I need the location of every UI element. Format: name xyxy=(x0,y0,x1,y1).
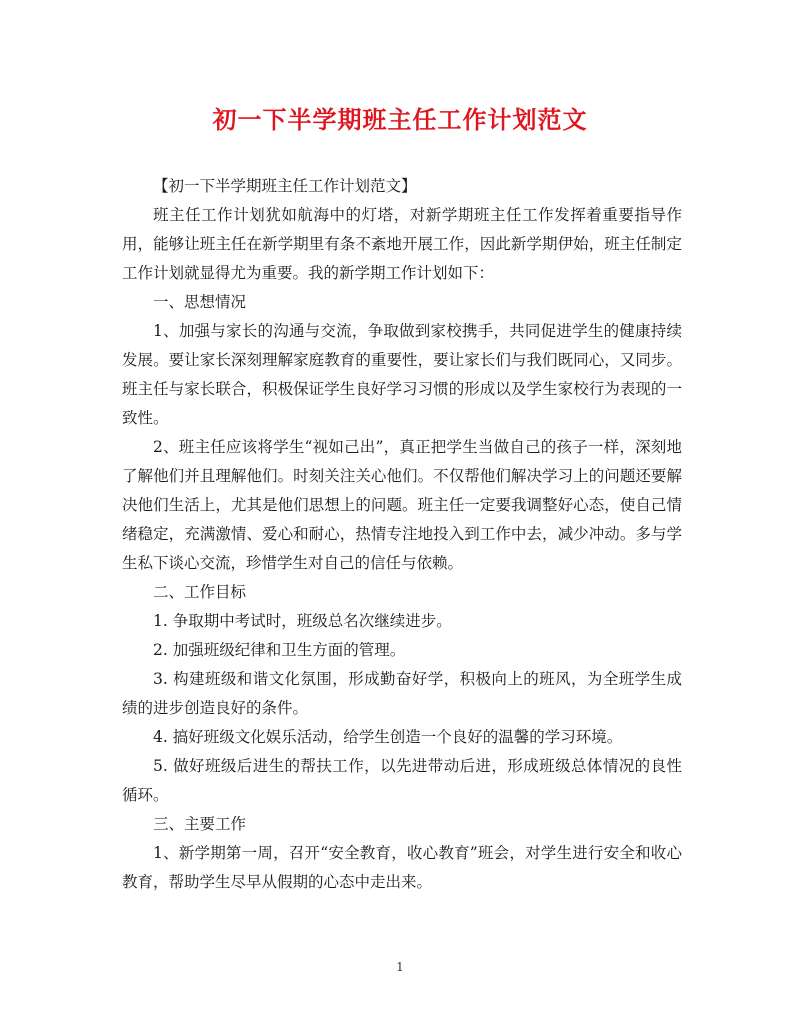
document-body xyxy=(122,172,682,897)
section-heading-goals: 二、工作目标 xyxy=(153,583,247,601)
paragraph-goal-2: 2. 加强班级纪律和卫生方面的管理。 xyxy=(153,641,406,659)
paragraph-intro: 班主任工作计划犹如航海中的灯塔，对新学期班主任工作发挥着重要指导作用，能够让班主任在新学期里有条不紊地开展工作，因此新学期伊始，班主任制定工作计划就显得尤为重要。我的新学期工作计划如下： xyxy=(122,206,682,282)
paragraph-goal-5: 5. 做好班级后进生的帮扶工作，以先进带动后进，形成班级总体情况的良性循环。 xyxy=(122,757,682,804)
paragraph-main-work-1: 1、新学期第一周，召开“安全教育，收心教育”班会，对学生进行安全和收心教育，帮助学生尽早从假期的心态中走出来。 xyxy=(122,844,682,891)
section-heading-thinking: 一、思想情况 xyxy=(153,293,247,311)
paragraph-thinking-1: 1、加强与家长的沟通与交流，争取做到家校携手，共同促进学生的健康持续发展。要让家长深刻理解家庭教育的重要性，要让家长们与我们既同心，又同步。班主任与家长联合，积极保证学生良好学习习惯的形成以及学生家校行为表现的一致性。 xyxy=(122,322,682,427)
section-heading-main-work: 三、主要工作 xyxy=(153,815,247,833)
paragraph-heading-bracket: 【初一下半学期班主任工作计划范文】 xyxy=(153,177,417,195)
paragraph-goal-1: 1. 争取期中考试时，班级总名次继续进步。 xyxy=(153,612,452,630)
paragraph-goal-4: 4. 搞好班级文化娱乐活动，给学生创造一个良好的温馨的学习环境。 xyxy=(153,728,623,746)
paragraph-goal-3: 3. 构建班级和谐文化氛围，形成勤奋好学，积极向上的班风，为全班学生成绩的进步创造良好的条件。 xyxy=(122,670,682,717)
document-title: 初一下半学期班主任工作计划范文 xyxy=(212,105,588,134)
page-number: 1 xyxy=(396,960,404,974)
paragraph-thinking-2: 2、班主任应该将学生“视如己出”，真正把学生当做自己的孩子一样，深刻地了解他们并且理解他们。时刻关注关心他们。不仅帮他们解决学习上的问题还要解决他们生活上，尤其是他们思想上的问题。班主任一定要我调整好心态，使自己情绪稳定，充满激情、爱心和耐心，热情专注地投入到工作中去，减少冲动。多与学生私下谈心交流，珍惜学生对自己的信任与依赖。 xyxy=(122,438,682,572)
